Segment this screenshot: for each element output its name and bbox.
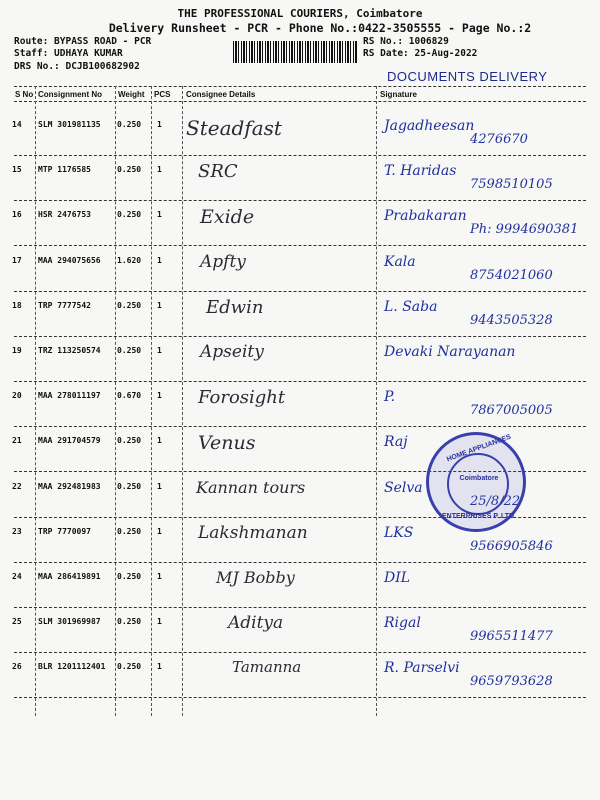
documents-delivery-stamp: DOCUMENTS DELIVERY [387,69,548,84]
row-weight: 0.250 [117,572,142,581]
rs-no-text: RS No.: 1006829 [363,36,449,47]
row-weight: 0.250 [117,662,142,671]
row-pcs: 1 [157,617,162,626]
row-weight: 0.250 [117,482,142,491]
row-pcs: 1 [157,210,162,219]
row-pcs: 1 [157,391,162,400]
row-phone-handwriting: 9566905846 [470,539,553,554]
row-weight: 0.250 [117,165,142,174]
row-sno: 25 [12,617,22,626]
row-signature: L. Saba [384,299,438,315]
row-weight: 1.620 [117,256,142,265]
row-consignee-handwriting: Steadfast [186,116,282,140]
row-sno: 19 [12,346,22,355]
row-phone-handwriting: 7598510105 [470,177,553,192]
row-phone-handwriting: Ph: 9994690381 [470,222,579,237]
rs-date-text: RS Date: 25-Aug-2022 [363,48,478,59]
row-divider [14,562,586,563]
row-consignee-handwriting: MJ Bobby [216,568,295,587]
row-divider [14,200,586,201]
col-sno: S No [15,90,34,99]
row-pcs: 1 [157,120,162,129]
row-sno: 18 [12,301,22,310]
row-signature: Raj [384,434,408,450]
row-signature: Rigal [384,615,421,631]
route-text: Route: BYPASS ROAD - PCR [14,36,152,47]
row-pcs: 1 [157,572,162,581]
row-sno: 17 [12,256,22,265]
row-consignee-handwriting: SRC [198,161,238,182]
row-signature: P. [384,389,396,405]
row-signature: LKS [384,525,414,541]
row-signature: Devaki Narayanan [384,344,516,360]
row-phone-handwriting: 7867005005 [470,403,553,418]
col-consignment: Consignment No [38,90,102,99]
row-sno: 20 [12,391,22,400]
row-sno: 24 [12,572,22,581]
row-weight: 0.670 [117,391,142,400]
row-divider [14,336,586,337]
company-seal [426,432,526,532]
col-pcs: PCS [154,90,171,99]
col-signature: Signature [380,90,417,99]
row-phone-handwriting: 9965511477 [470,629,553,644]
row-consignment-no: BLR 1201112401 [38,662,106,671]
seal-inner-ring [447,453,509,515]
row-phone-handwriting: 9659793628 [470,674,553,689]
row-sno: 22 [12,482,22,491]
staff-text: Staff: UDHAYA KUMAR [14,48,123,59]
row-signature: Kala [384,254,416,270]
row-divider [14,426,586,427]
table-row [0,159,600,204]
table-row [0,611,600,656]
col-weight: Weight [118,90,145,99]
row-consignee-handwriting: Aditya [228,613,284,633]
row-divider [14,697,586,698]
row-consignee-handwriting: Apseity [200,342,264,362]
row-consignee-handwriting: Venus [198,432,256,454]
table-row [0,204,600,249]
row-consignment-no: MAA 294075656 [38,256,101,265]
row-sno: 23 [12,527,22,536]
table-row [0,295,600,340]
table-row [0,114,600,159]
row-pcs: 1 [157,165,162,174]
row-divider [14,607,586,608]
row-sno: 14 [12,120,22,129]
company-title: THE PROFESSIONAL COURIERS, Coimbatore [177,7,423,20]
row-consignee-handwriting: Forosight [198,387,286,408]
row-signature: T. Haridas [384,163,457,179]
drs-text: DRS No.: DCJB100682902 [14,61,140,72]
row-signature: Jagadheesan [384,118,475,134]
row-divider [14,381,586,382]
row-phone-handwriting: 9443505328 [470,313,553,328]
row-divider [14,652,586,653]
row-consignment-no: TRP 7777542 [38,301,91,310]
seal-top-text: HOME APPLIANCES [445,433,513,464]
row-phone-handwriting: 4276670 [470,132,528,147]
row-signature: Prabakaran [384,208,467,224]
row-pcs: 1 [157,256,162,265]
sheet-line: Delivery Runsheet - PCR - Phone No.:0422-3505555 - Page No.:2 [108,21,532,35]
row-consignment-no: SLM 301969987 [38,617,101,626]
row-consignment-no: MAA 291704579 [38,436,101,445]
row-divider [14,291,586,292]
row-weight: 0.250 [117,527,142,536]
row-consignment-no: MAA 286419891 [38,572,101,581]
header-top-rule [14,86,586,87]
row-pcs: 1 [157,436,162,445]
row-weight: 0.250 [117,210,142,219]
row-consignment-no: MAA 278011197 [38,391,101,400]
row-signature: DIL [384,570,411,586]
header-bottom-rule [14,101,586,102]
row-consignment-no: HSR 2476753 [38,210,91,219]
row-pcs: 1 [157,482,162,491]
row-weight: 0.250 [117,436,142,445]
row-sno: 15 [12,165,22,174]
row-pcs: 1 [157,527,162,536]
table-row [0,566,600,611]
row-weight: 0.250 [117,346,142,355]
row-divider [14,245,586,246]
table-row [0,656,600,701]
row-consignment-no: TRZ 113250574 [38,346,101,355]
row-signature: Selva [384,480,423,496]
table-row [0,521,600,566]
row-consignee-handwriting: Apfty [200,252,246,272]
row-phone-handwriting: 8754021060 [470,268,553,283]
col-consignee: Consignee Details [186,90,256,99]
seal-bottom-text: ENTERPRISES P. LTD. [441,513,517,520]
row-consignment-no: TRP 7770097 [38,527,91,536]
row-consignee-handwriting: Exide [200,206,255,228]
row-consignment-no: SLM 301981135 [38,120,101,129]
row-pcs: 1 [157,346,162,355]
row-consignee-handwriting: Tamanna [232,658,302,676]
row-weight: 0.250 [117,617,142,626]
row-weight: 0.250 [117,120,142,129]
row-pcs: 1 [157,301,162,310]
row-sno: 16 [12,210,22,219]
row-consignment-no: MTP 1176585 [38,165,91,174]
row-signature: R. Parselvi [384,660,460,676]
row-consignee-handwriting: Edwin [206,297,264,318]
row-consignment-no: MAA 292481983 [38,482,101,491]
table-row [0,250,600,295]
barcode [233,41,358,63]
row-phone-handwriting: 25/8/22 [470,494,521,509]
row-sno: 26 [12,662,22,671]
row-divider [14,155,586,156]
row-pcs: 1 [157,662,162,671]
row-weight: 0.250 [117,301,142,310]
row-consignee-handwriting: Lakshmanan [198,523,308,543]
seal-center-text: Coimbatore [459,475,499,482]
row-consignee-handwriting: Kannan tours [196,478,306,497]
table-row [0,340,600,385]
row-sno: 21 [12,436,22,445]
table-row [0,385,600,430]
